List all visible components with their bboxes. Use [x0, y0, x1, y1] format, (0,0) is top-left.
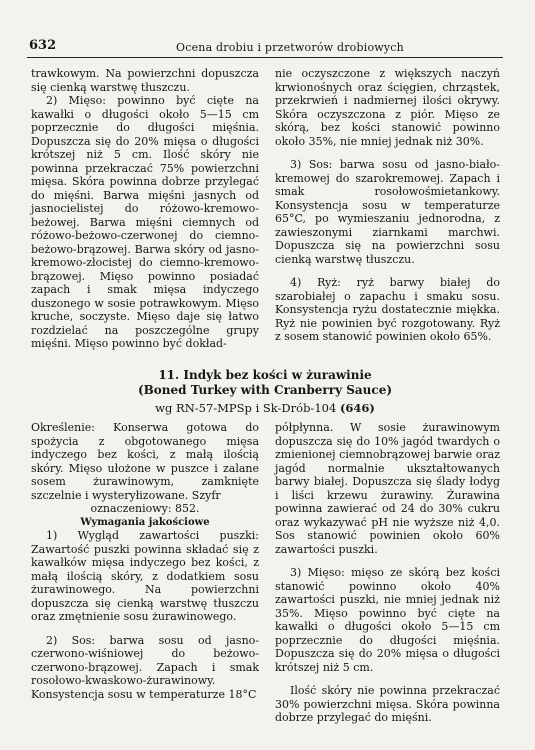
paragraph: 2) Sos: barwa sosu od jasno-czerwono-wiśniowej do beżowo-czerwono-brązowej. Zapach i smak rosołowo-kwaskowo-żurawinowy. Konsystencja sosu w temperaturze 18°C	[31, 633, 259, 701]
standard-code: (646)	[339, 401, 375, 415]
running-title: Ocena drobiu i przetworów drobiowych	[176, 41, 404, 54]
header-rule	[27, 57, 503, 58]
paragraph: 2) Mięso: powinno być cięte na kawałki o długości około 5—15 cm poprzecznie do długości mięśnia. Dopuszcza się do 20% mięsa o długości krótszej niż 5 cm. Ilość skóry nie powinna przekraczać 75% powierzchni mięsa. Skóra powinna dobrze przylegać do mięśni. Barwa mięśni jasnych od jasnocielistej do różowo-kremowo-beżowej. Barwa mięśni ciemnych od różowo-beżowo-czerwonej do ciemno-beżowo-brązowej. Barwa skóry od jasno-kremowo-złocistej do ciemno-kremowo-brązowej. Mięso powinno posiadać zapach i smak mięsa indyczego duszonego w sosie potrawkowym. Mięso kruche, soczyste. Mięso daje się łatwo rozdzielać na poszczególne grupy mięśni. Mięso powinno być dokład-	[31, 94, 259, 350]
standard-reference: wg RN-57-MPSp i Sk-Drób-104	[155, 401, 337, 415]
top-left-column	[31, 67, 259, 351]
bottom-left-column	[31, 421, 259, 701]
paragraph: 4) Ryż: ryż barwy białej do szarobiałej o zapachu i smaku sosu. Konsystencja ryżu dostatecznie miękka. Ryż nie powinien być rozgotowany. Ryż z sosem stanowić powinien około 65%.	[275, 276, 500, 343]
paragraph: 3) Sos: barwa sosu od jasno-biało-kremowej do szarokremowej. Zapach i smak rosołowośmietankowy. Konsystencja sosu w temperaturze 65°C, po wymieszaniu jednorodna, z zawieszonymi ziarnkami marchwi. Dopuszcza się na powierzchni sosu cienką warstwę tłuszczu.	[275, 158, 500, 266]
paragraph: trawkowym. Na powierzchni dopuszcza się cienką warstwę tłuszczu.	[31, 67, 259, 94]
paragraph: 3) Mięso: mięso ze skórą bez kości stanowić powinno około 40% zawartości puszki, nie mniej jednak niż 35%. Mięso powinno być cięte na kawałki o długości około 5—15 cm poprzecznie do długości mięśnia. Dopuszcza się do 20% mięsa o długości krótszej niż 5 cm.	[275, 566, 500, 674]
paragraph: 1) Wygląd zawartości puszki: Zawartość puszki powinna składać się z kawałków mięsa indyczego bez kości, z małą ilością skóry, z dodatkiem sosu żurawinowego. Na powierzchni dopuszcza się cienką warstwę tłuszczu oraz zmętnienie sosu żurawinowego.	[31, 529, 259, 623]
section-subheading: (Boned Turkey with Cranberry Sauce)	[137, 383, 393, 397]
paragraph: półpłynna. W sosie żurawinowym dopuszcza się do 10% jagód twardych o zmienionej ciemnobrązowej barwie oraz jagód normalnie ukształtowanych barwy białej. Dopuszcza się ślady łodyg i liści krzewu żurawiny. Żurawina powinna zawierać od 24 do 30% cukru oraz wykazywać pH nie wyższe niż 4,0. Sos stanowić powinien około 60% zawartości puszki.	[275, 421, 500, 556]
paragraph: Ilość skóry nie powinna przekraczać 30% powierzchni mięsa. Skóra powinna dobrze przylegać do mięśni.	[275, 684, 500, 724]
definition-paragraph: Określenie: Konserwa gotowa do spożycia z obgotowanego mięsa indyczego bez kości, z małą ilością skóry. Mięso ułożone w puszce i zalane sosem żurawinowym, zamknięte szczelnie i wysteryłizowane. Szyfr	[31, 421, 259, 502]
section-heading: 11. Indyk bez kości w żurawinie	[158, 368, 372, 382]
section-standard	[27, 401, 503, 415]
page-number: 632	[29, 38, 57, 53]
requirements-heading: Wymagania jakościowe	[80, 516, 210, 528]
bottom-right-column	[275, 421, 500, 725]
top-right-column	[275, 67, 500, 344]
code-line: oznaczeniowy: 852.	[90, 502, 200, 515]
paragraph: nie oczyszczone z większych naczyń krwionośnych oraz ścięgien, chrząstek, przekrwień i nadmiernej ilości okrywy. Skóra oczyszczona z piór. Mięso ze skórą, bez kości stanowić powinno około 35%, nie mniej jednak niż 30%.	[275, 67, 500, 148]
